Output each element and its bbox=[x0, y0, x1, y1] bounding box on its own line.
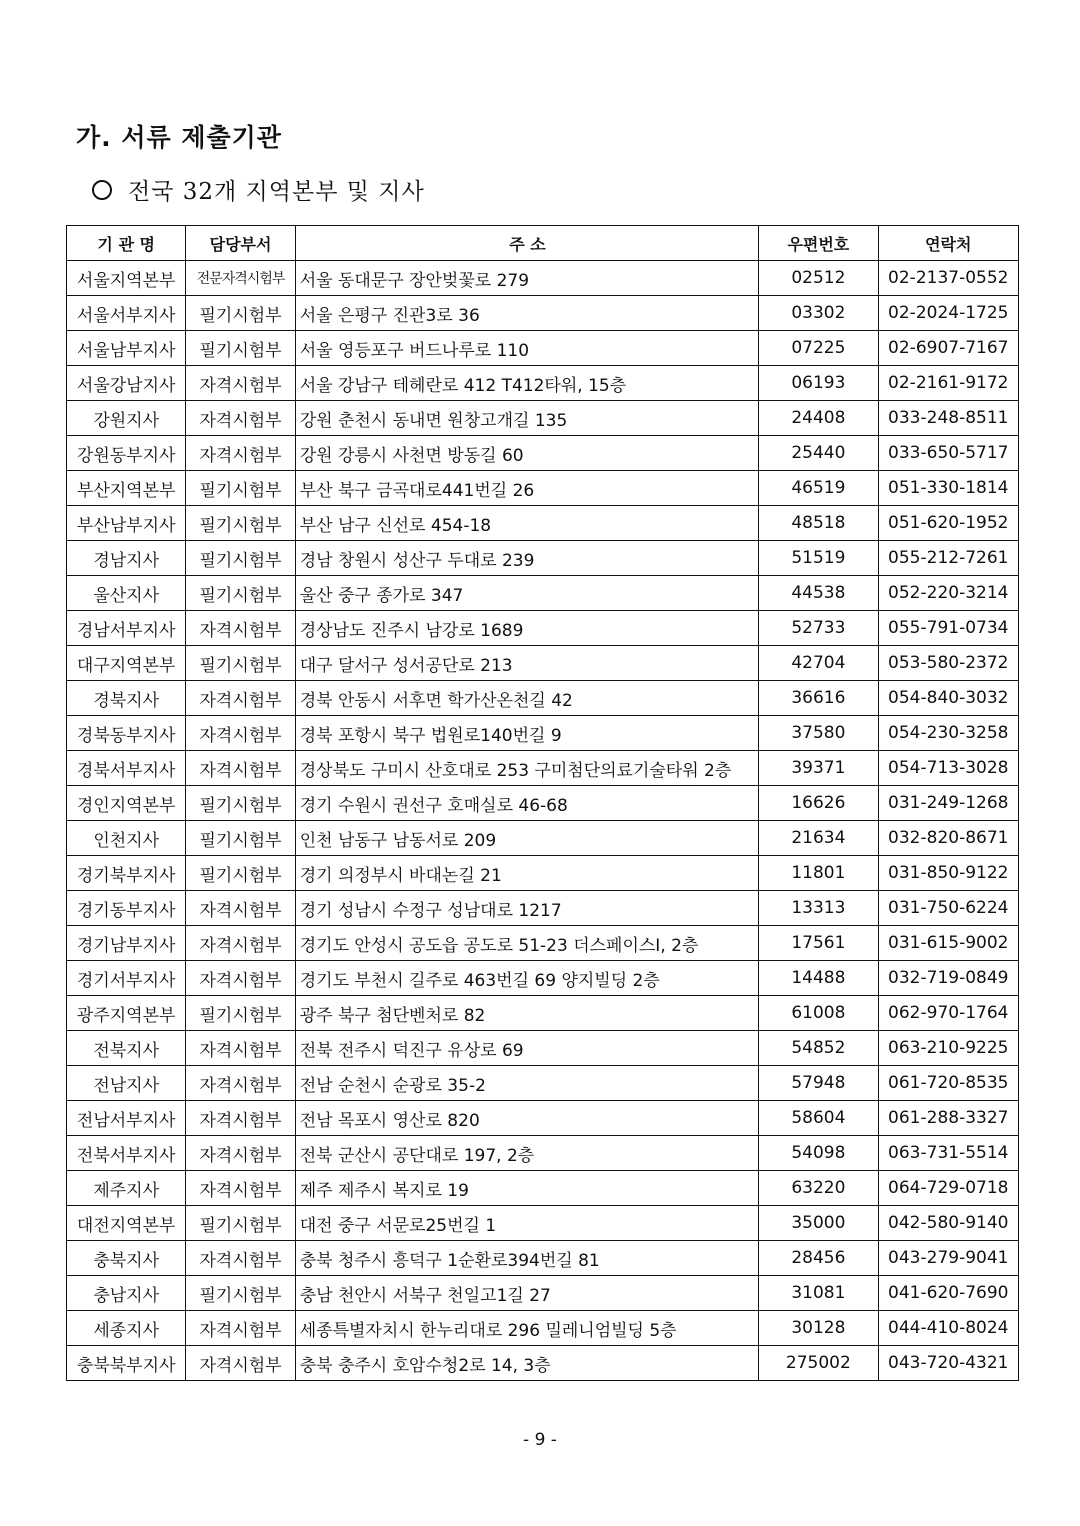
cell-zip: 58604 bbox=[759, 1101, 878, 1136]
cell-phone: 032-719-0849 bbox=[878, 961, 1018, 996]
cell-phone: 044-410-8024 bbox=[878, 1311, 1018, 1346]
table-row bbox=[67, 751, 1019, 786]
cell-phone: 043-279-9041 bbox=[878, 1241, 1018, 1276]
cell-zip: 46519 bbox=[759, 471, 878, 506]
cell-address: 전남 목포시 영산로 820 bbox=[295, 1101, 758, 1136]
table-row bbox=[67, 436, 1019, 471]
cell-org: 전남서부지사 bbox=[67, 1101, 186, 1136]
cell-zip: 25440 bbox=[759, 436, 878, 471]
cell-phone: 032-820-8671 bbox=[878, 821, 1018, 856]
cell-zip: 61008 bbox=[759, 996, 878, 1031]
cell-zip: 13313 bbox=[759, 891, 878, 926]
cell-address: 세종특별자치시 한누리대로 296 밀레니엄빌딩 5층 bbox=[295, 1311, 758, 1346]
cell-zip: 44538 bbox=[759, 576, 878, 611]
table-row bbox=[67, 1031, 1019, 1066]
cell-phone: 031-249-1268 bbox=[878, 786, 1018, 821]
cell-dept: 자격시험부 bbox=[186, 1311, 295, 1346]
cell-dept: 자격시험부 bbox=[186, 1241, 295, 1276]
table-row bbox=[67, 541, 1019, 576]
table-row bbox=[67, 1346, 1019, 1381]
cell-org: 제주지사 bbox=[67, 1171, 186, 1206]
cell-address: 전북 군산시 공단대로 197, 2층 bbox=[295, 1136, 758, 1171]
cell-dept: 필기시험부 bbox=[186, 296, 295, 331]
cell-dept: 필기시험부 bbox=[186, 856, 295, 891]
cell-address: 인천 남동구 남동서로 209 bbox=[295, 821, 758, 856]
table-row bbox=[67, 1171, 1019, 1206]
cell-address: 전북 전주시 덕진구 유상로 69 bbox=[295, 1031, 758, 1066]
cell-dept: 필기시험부 bbox=[186, 786, 295, 821]
cell-org: 경남지사 bbox=[67, 541, 186, 576]
cell-address: 경기 수원시 권선구 호매실로 46-68 bbox=[295, 786, 758, 821]
cell-address: 충북 충주시 호암수청2로 14, 3층 bbox=[295, 1346, 758, 1381]
cell-dept: 필기시험부 bbox=[186, 1276, 295, 1311]
cell-org: 경북지사 bbox=[67, 681, 186, 716]
cell-org: 서울남부지사 bbox=[67, 331, 186, 366]
table-row bbox=[67, 471, 1019, 506]
cell-phone: 051-330-1814 bbox=[878, 471, 1018, 506]
cell-dept: 필기시험부 bbox=[186, 541, 295, 576]
cell-dept: 필기시험부 bbox=[186, 821, 295, 856]
cell-address: 대전 중구 서문로25번길 1 bbox=[295, 1206, 758, 1241]
cell-phone: 02-2024-1725 bbox=[878, 296, 1018, 331]
cell-phone: 033-248-8511 bbox=[878, 401, 1018, 436]
table-row bbox=[67, 296, 1019, 331]
cell-org: 경인지역본부 bbox=[67, 786, 186, 821]
table-row bbox=[67, 961, 1019, 996]
cell-address: 부산 남구 신선로 454-18 bbox=[295, 506, 758, 541]
section-heading: 가. 서류 제출기관 bbox=[76, 123, 282, 152]
cell-zip: 14488 bbox=[759, 961, 878, 996]
table-row bbox=[67, 821, 1019, 856]
cell-phone: 052-220-3214 bbox=[878, 576, 1018, 611]
cell-zip: 57948 bbox=[759, 1066, 878, 1101]
table-row bbox=[67, 1311, 1019, 1346]
cell-zip: 21634 bbox=[759, 821, 878, 856]
table-row bbox=[67, 716, 1019, 751]
cell-dept: 필기시험부 bbox=[186, 506, 295, 541]
cell-phone: 055-791-0734 bbox=[878, 611, 1018, 646]
cell-zip: 11801 bbox=[759, 856, 878, 891]
cell-org: 경북동부지사 bbox=[67, 716, 186, 751]
cell-dept: 자격시험부 bbox=[186, 366, 295, 401]
cell-address: 울산 중구 종가로 347 bbox=[295, 576, 758, 611]
cell-address: 대구 달서구 성서공단로 213 bbox=[295, 646, 758, 681]
cell-org: 충북지사 bbox=[67, 1241, 186, 1276]
page-number: - 9 - bbox=[523, 1430, 557, 1450]
table-row bbox=[67, 856, 1019, 891]
table-row bbox=[67, 1136, 1019, 1171]
header-dept: 담당부서 bbox=[186, 226, 295, 261]
table-row bbox=[67, 506, 1019, 541]
cell-zip: 06193 bbox=[759, 366, 878, 401]
cell-zip: 03302 bbox=[759, 296, 878, 331]
header-org: 기 관 명 bbox=[67, 226, 186, 261]
cell-phone: 02-2161-9172 bbox=[878, 366, 1018, 401]
cell-address: 경기 성남시 수정구 성남대로 1217 bbox=[295, 891, 758, 926]
cell-phone: 02-6907-7167 bbox=[878, 331, 1018, 366]
cell-dept: 필기시험부 bbox=[186, 1206, 295, 1241]
cell-org: 전북서부지사 bbox=[67, 1136, 186, 1171]
table-row bbox=[67, 401, 1019, 436]
cell-phone: 031-850-9122 bbox=[878, 856, 1018, 891]
cell-org: 전남지사 bbox=[67, 1066, 186, 1101]
cell-org: 서울강남지사 bbox=[67, 366, 186, 401]
header-zip: 우편번호 bbox=[759, 226, 878, 261]
cell-address: 광주 북구 첨단벤처로 82 bbox=[295, 996, 758, 1031]
cell-zip: 48518 bbox=[759, 506, 878, 541]
table-row bbox=[67, 1066, 1019, 1101]
cell-dept: 자격시험부 bbox=[186, 436, 295, 471]
cell-address: 강원 강릉시 사천면 방동길 60 bbox=[295, 436, 758, 471]
cell-address: 강원 춘천시 동내면 원창고개길 135 bbox=[295, 401, 758, 436]
cell-zip: 42704 bbox=[759, 646, 878, 681]
table-row bbox=[67, 366, 1019, 401]
cell-phone: 051-620-1952 bbox=[878, 506, 1018, 541]
cell-zip: 24408 bbox=[759, 401, 878, 436]
cell-dept: 필기시험부 bbox=[186, 471, 295, 506]
cell-dept: 자격시험부 bbox=[186, 401, 295, 436]
cell-org: 경기서부지사 bbox=[67, 961, 186, 996]
cell-address: 서울 영등포구 버드나루로 110 bbox=[295, 331, 758, 366]
cell-org: 경북서부지사 bbox=[67, 751, 186, 786]
cell-dept: 자격시험부 bbox=[186, 751, 295, 786]
cell-zip: 30128 bbox=[759, 1311, 878, 1346]
cell-address: 전남 순천시 순광로 35-2 bbox=[295, 1066, 758, 1101]
cell-zip: 28456 bbox=[759, 1241, 878, 1276]
cell-zip: 36616 bbox=[759, 681, 878, 716]
header-phone: 연락처 bbox=[878, 226, 1018, 261]
cell-org: 광주지역본부 bbox=[67, 996, 186, 1031]
cell-address: 서울 강남구 테헤란로 412 T412타워, 15층 bbox=[295, 366, 758, 401]
cell-phone: 041-620-7690 bbox=[878, 1276, 1018, 1311]
table-row bbox=[67, 331, 1019, 366]
cell-org: 인천지사 bbox=[67, 821, 186, 856]
cell-zip: 54098 bbox=[759, 1136, 878, 1171]
cell-phone: 053-580-2372 bbox=[878, 646, 1018, 681]
cell-zip: 07225 bbox=[759, 331, 878, 366]
cell-dept: 자격시험부 bbox=[186, 1171, 295, 1206]
cell-org: 강원동부지사 bbox=[67, 436, 186, 471]
table-row bbox=[67, 611, 1019, 646]
cell-dept: 자격시험부 bbox=[186, 1066, 295, 1101]
office-table bbox=[66, 225, 1019, 1381]
cell-address: 경기도 안성시 공도읍 공도로 51-23 더스페이스Ⅰ, 2층 bbox=[295, 926, 758, 961]
subheading-text: 전국 32개 지역본부 및 지사 bbox=[128, 179, 425, 205]
cell-dept: 자격시험부 bbox=[186, 681, 295, 716]
cell-zip: 17561 bbox=[759, 926, 878, 961]
table-row bbox=[67, 926, 1019, 961]
cell-address: 경남 창원시 성산구 두대로 239 bbox=[295, 541, 758, 576]
cell-zip: 52733 bbox=[759, 611, 878, 646]
cell-org: 부산지역본부 bbox=[67, 471, 186, 506]
cell-phone: 054-840-3032 bbox=[878, 681, 1018, 716]
cell-org: 대전지역본부 bbox=[67, 1206, 186, 1241]
cell-dept: 자격시험부 bbox=[186, 1031, 295, 1066]
cell-zip: 275002 bbox=[759, 1346, 878, 1381]
cell-zip: 35000 bbox=[759, 1206, 878, 1241]
cell-zip: 02512 bbox=[759, 261, 878, 296]
subheading bbox=[92, 173, 425, 206]
cell-phone: 061-288-3327 bbox=[878, 1101, 1018, 1136]
table-row bbox=[67, 646, 1019, 681]
cell-org: 대구지역본부 bbox=[67, 646, 186, 681]
header-address: 주 소 bbox=[295, 226, 758, 261]
cell-address: 경기도 부천시 길주로 463번길 69 양지빌딩 2층 bbox=[295, 961, 758, 996]
cell-zip: 54852 bbox=[759, 1031, 878, 1066]
cell-address: 경상남도 진주시 남강로 1689 bbox=[295, 611, 758, 646]
cell-phone: 043-720-4321 bbox=[878, 1346, 1018, 1381]
cell-zip: 63220 bbox=[759, 1171, 878, 1206]
cell-dept: 필기시험부 bbox=[186, 996, 295, 1031]
cell-org: 서울지역본부 bbox=[67, 261, 186, 296]
cell-phone: 055-212-7261 bbox=[878, 541, 1018, 576]
cell-address: 충북 청주시 흥덕구 1순환로394번길 81 bbox=[295, 1241, 758, 1276]
cell-address: 부산 북구 금곡대로441번길 26 bbox=[295, 471, 758, 506]
cell-org: 강원지사 bbox=[67, 401, 186, 436]
table-row bbox=[67, 786, 1019, 821]
cell-phone: 031-615-9002 bbox=[878, 926, 1018, 961]
cell-phone: 031-750-6224 bbox=[878, 891, 1018, 926]
cell-org: 경기남부지사 bbox=[67, 926, 186, 961]
table-row bbox=[67, 1101, 1019, 1136]
cell-dept: 필기시험부 bbox=[186, 331, 295, 366]
cell-org: 경기북부지사 bbox=[67, 856, 186, 891]
cell-phone: 061-720-8535 bbox=[878, 1066, 1018, 1101]
cell-dept: 자격시험부 bbox=[186, 1101, 295, 1136]
cell-org: 경남서부지사 bbox=[67, 611, 186, 646]
table-row bbox=[67, 1276, 1019, 1311]
cell-address: 서울 동대문구 장안벚꽃로 279 bbox=[295, 261, 758, 296]
table-row bbox=[67, 1206, 1019, 1241]
cell-address: 충남 천안시 서북구 천일고1길 27 bbox=[295, 1276, 758, 1311]
cell-org: 세종지사 bbox=[67, 1311, 186, 1346]
cell-phone: 054-713-3028 bbox=[878, 751, 1018, 786]
table-row bbox=[67, 891, 1019, 926]
cell-zip: 16626 bbox=[759, 786, 878, 821]
cell-dept: 자격시험부 bbox=[186, 1346, 295, 1381]
cell-address: 제주 제주시 복지로 19 bbox=[295, 1171, 758, 1206]
cell-dept: 자격시험부 bbox=[186, 716, 295, 751]
cell-zip: 31081 bbox=[759, 1276, 878, 1311]
table-row bbox=[67, 681, 1019, 716]
cell-dept: 자격시험부 bbox=[186, 611, 295, 646]
cell-address: 경북 포항시 북구 법원로140번길 9 bbox=[295, 716, 758, 751]
cell-dept: 자격시험부 bbox=[186, 891, 295, 926]
table-body bbox=[67, 261, 1019, 1381]
table-row bbox=[67, 576, 1019, 611]
cell-org: 전북지사 bbox=[67, 1031, 186, 1066]
cell-zip: 37580 bbox=[759, 716, 878, 751]
cell-dept: 전문자격시험부 bbox=[186, 261, 295, 296]
cell-phone: 042-580-9140 bbox=[878, 1206, 1018, 1241]
cell-org: 서울서부지사 bbox=[67, 296, 186, 331]
cell-dept: 필기시험부 bbox=[186, 646, 295, 681]
cell-zip: 39371 bbox=[759, 751, 878, 786]
cell-dept: 자격시험부 bbox=[186, 961, 295, 996]
cell-dept: 필기시험부 bbox=[186, 576, 295, 611]
cell-phone: 064-729-0718 bbox=[878, 1171, 1018, 1206]
cell-dept: 자격시험부 bbox=[186, 926, 295, 961]
cell-phone: 062-970-1764 bbox=[878, 996, 1018, 1031]
cell-address: 경북 안동시 서후면 학가산온천길 42 bbox=[295, 681, 758, 716]
table-header-row bbox=[67, 226, 1019, 261]
cell-org: 울산지사 bbox=[67, 576, 186, 611]
circle-bullet-icon bbox=[92, 180, 112, 200]
cell-phone: 054-230-3258 bbox=[878, 716, 1018, 751]
cell-org: 충북북부지사 bbox=[67, 1346, 186, 1381]
cell-dept: 자격시험부 bbox=[186, 1136, 295, 1171]
cell-address: 경상북도 구미시 산호대로 253 구미첨단의료기술타워 2층 bbox=[295, 751, 758, 786]
cell-phone: 02-2137-0552 bbox=[878, 261, 1018, 296]
cell-zip: 51519 bbox=[759, 541, 878, 576]
cell-org: 경기동부지사 bbox=[67, 891, 186, 926]
cell-phone: 063-731-5514 bbox=[878, 1136, 1018, 1171]
table-row bbox=[67, 996, 1019, 1031]
cell-address: 서울 은평구 진관3로 36 bbox=[295, 296, 758, 331]
cell-org: 충남지사 bbox=[67, 1276, 186, 1311]
cell-phone: 033-650-5717 bbox=[878, 436, 1018, 471]
table-row bbox=[67, 261, 1019, 296]
cell-phone: 063-210-9225 bbox=[878, 1031, 1018, 1066]
cell-address: 경기 의정부시 바대논길 21 bbox=[295, 856, 758, 891]
table-row bbox=[67, 1241, 1019, 1276]
cell-org: 부산남부지사 bbox=[67, 506, 186, 541]
